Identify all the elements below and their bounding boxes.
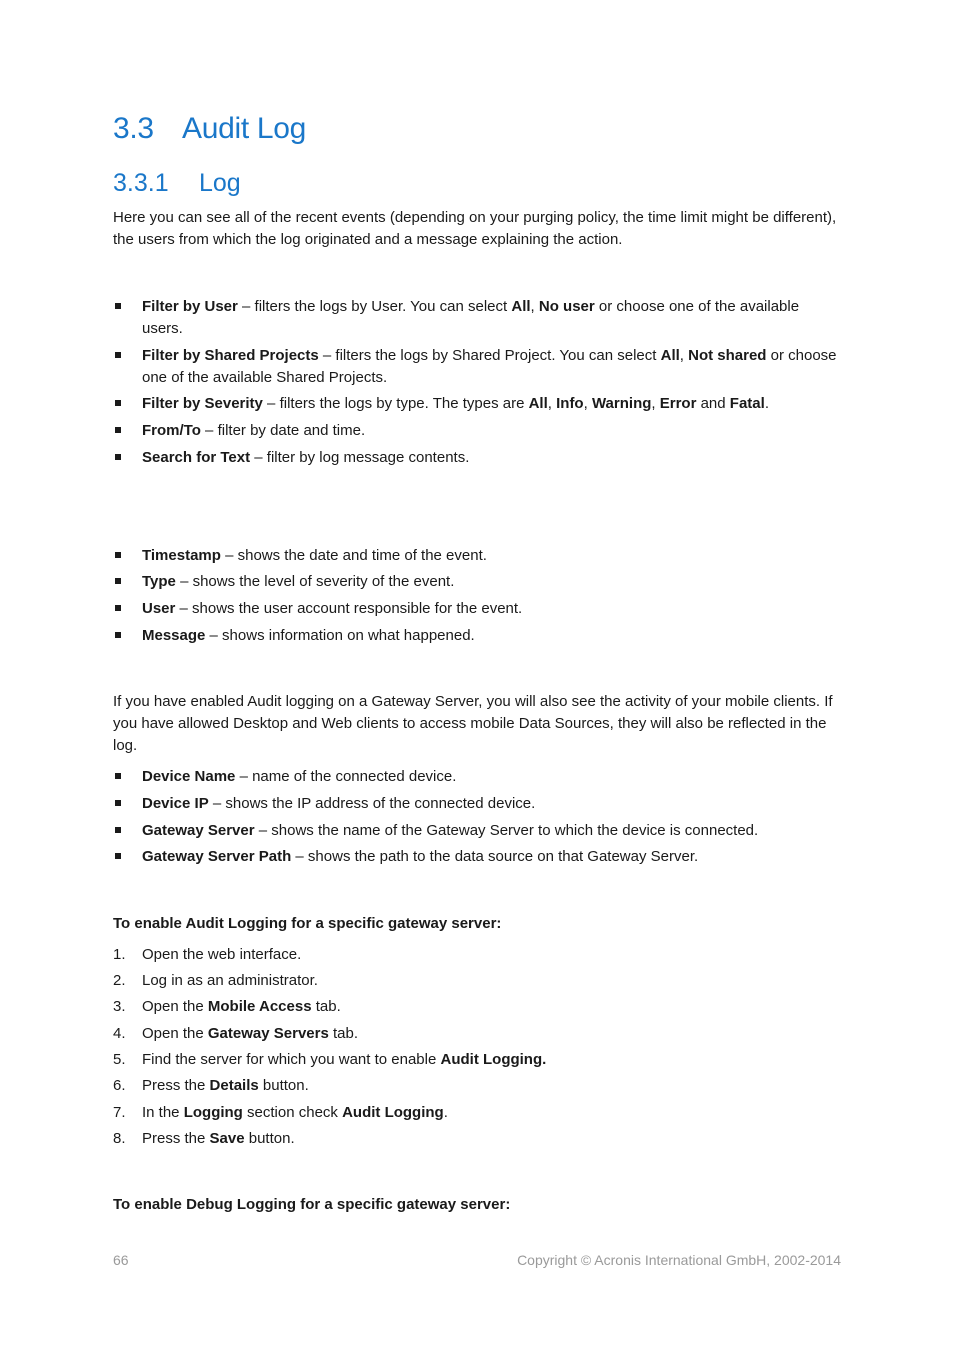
step-number: 4. [113,1025,126,1042]
bullet-icon [115,578,121,584]
bullet-icon [115,827,121,833]
intro-paragraph: Here you can see all of the recent events (depending on your purging policy, the time limit might be different), the users from which the log originated and a message explaining the action. [113,209,837,248]
step-number: 8. [113,1130,126,1147]
step-text: Find the server for which you want to enable Audit Logging. [142,1051,547,1068]
section-title: Audit Log [182,112,307,145]
subsection-title: Log [199,169,241,197]
step-text: Press the Save button. [142,1130,295,1147]
step-number: 5. [113,1051,126,1068]
list-item: Filter by User – filters the logs by User. You can select All, No user or choose one of the available users. [142,298,800,337]
list-item: Filter by Severity – filters the logs by type. The types are All, Info, Warning, Error and Fatal. [142,395,769,412]
step-number: 7. [113,1104,126,1121]
page-number: 66 [113,1252,129,1268]
bullet-icon [115,427,121,433]
section-number: 3.3 [113,112,154,145]
list-item: Message – shows information on what happened. [142,627,475,644]
list-item: Device Name – name of the connected device. [142,768,457,785]
list-item: From/To – filter by date and time. [142,422,366,439]
step-text: Press the Details button. [142,1077,309,1094]
step-number: 3. [113,998,126,1015]
step-number: 1. [113,946,126,963]
step-text: Open the Mobile Access tab. [142,998,341,1015]
list-item: Type – shows the level of severity of the event. [142,573,455,590]
gateway-paragraph: If you have enabled Audit logging on a Gateway Server, you will also see the activity of your mobile clients. If you have allowed Desktop and Web clients to access mobile Data Sources, they will also be reflected in the log. [113,693,833,754]
procedure-heading: To enable Audit Logging for a specific gateway server: [113,915,502,932]
list-item: Search for Text – filter by log message contents. [142,449,470,466]
procedure-heading: To enable Debug Logging for a specific gateway server: [113,1196,511,1213]
bullet-icon [115,400,121,406]
bullet-icon [115,800,121,806]
subsection-heading [113,169,241,198]
step-text: Open the web interface. [142,946,302,963]
bullet-icon [115,552,121,558]
bullet-icon [115,853,121,859]
list-item: Gateway Server – shows the name of the Gateway Server to which the device is connected. [142,822,759,839]
section-heading [113,112,306,146]
list-item: Timestamp – shows the date and time of the event. [142,547,487,564]
list-item: Device IP – shows the IP address of the connected device. [142,795,536,812]
subsection-number: 3.3.1 [113,169,169,197]
list-item: Filter by Shared Projects – filters the logs by Shared Project. You can select All, Not shared or choose one of the available Shared Projects. [142,347,837,386]
bullet-icon [115,773,121,779]
step-number: 6. [113,1077,126,1094]
step-text: Log in as an administrator. [142,972,318,989]
step-text: In the Logging section check Audit Logging. [142,1104,448,1121]
copyright-notice: Copyright © Acronis International GmbH, 2002-2014 [517,1252,841,1268]
step-text: Open the Gateway Servers tab. [142,1025,358,1042]
bullet-icon [115,632,121,638]
list-item: Gateway Server Path – shows the path to the data source on that Gateway Server. [142,848,699,865]
bullet-icon [115,303,121,309]
step-number: 2. [113,972,126,989]
bullet-icon [115,454,121,460]
bullet-icon [115,605,121,611]
list-item: User – shows the user account responsible for the event. [142,600,523,617]
bullet-icon [115,352,121,358]
